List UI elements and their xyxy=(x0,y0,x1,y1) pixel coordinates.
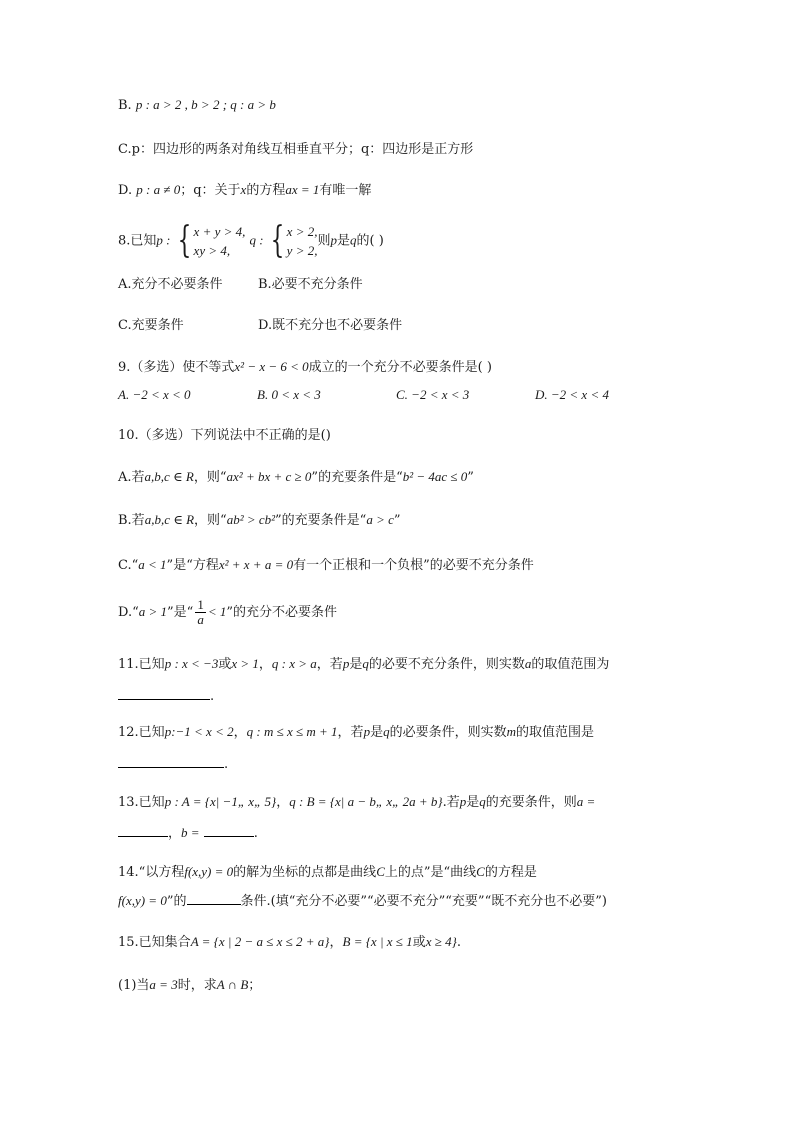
q9-options: A. −2 < x < 0 B. 0 < x < 3 C. −2 < x < 3 D. −2 < x < 4 xyxy=(118,387,609,402)
q14-stem: 14.“以方程f(x,y) = 0的解为坐标的点都是曲线C上的点”是“曲线C的方程是 xyxy=(118,864,537,880)
q14-continuation: f(x,y) = 0”的 条件.(填“充分不必要”“必要不充分”“充要”“既不充分也不必要”) xyxy=(118,890,607,912)
q8-options-row2: C.充要条件 D.既不充分也不必要条件 xyxy=(118,318,403,333)
q7-option-c: C.p：四边形的两条对角线互相垂直平分；q：四边形是正方形 xyxy=(118,142,474,157)
q10-stem: 10.（多选）下列说法中不正确的是() xyxy=(118,428,331,443)
q8-system-q: { x > 2, y > 2, xyxy=(270,220,318,261)
q11-answer-blank[interactable] xyxy=(118,685,210,700)
q12-answer-line: . xyxy=(118,753,228,775)
q8-options-row1: A.充分不必要条件 B.必要不充分条件 xyxy=(118,277,363,292)
q11-answer-line: . xyxy=(118,685,214,707)
q10-option-c: C.“a < 1”是“方程x² + x + a = 0有一个正根和一个负根”的必要不充分条件 xyxy=(118,557,534,573)
q13-stem: 13.已知p : A = {x| −1„ x„ 5}，q : B = {x| a − b„ x„ 2a + b}.若p是q的充要条件，则a = xyxy=(118,794,596,810)
q8-system-p: { x + y > 4, xy > 4, xyxy=(177,220,246,261)
q7-option-b: B. p : a > 2 , b > 2 ; q : a > b xyxy=(118,97,276,113)
q10-option-b: B.若a,b,c ∈ R，则“ab² > cb²”的充要条件是“a > c” xyxy=(118,512,401,528)
q11-stem: 11.已知p : x < −3或x > 1，q : x > a，若p是q的必要不充分条件，则实数a的取值范围为 xyxy=(118,656,610,672)
q10d-fraction: $\frac{1}{a}$ xyxy=(197,597,204,627)
q13-answer-blank-a[interactable] xyxy=(118,822,168,837)
q13-answer-line: ，b = . xyxy=(118,822,258,844)
q12-stem: 12.已知p:−1 < x < 2，q : m ≤ x ≤ m + 1，若p是q的必要条件，则实数m的取值范围是 xyxy=(118,724,594,740)
q14-answer-blank[interactable] xyxy=(187,890,241,905)
q15-part-1: (1)当a = 3时，求A ∩ B； xyxy=(118,977,262,993)
q9-stem: 9.（多选）使不等式x² − x − 6 < 0成立的一个充分不必要条件是( ) xyxy=(118,359,492,375)
q15-stem: 15.已知集合A = {x | 2 − a ≤ x ≤ 2 + a}，B = {x | x ≤ 1或x ≥ 4}. xyxy=(118,934,461,950)
q13-answer-blank-b[interactable] xyxy=(204,822,254,837)
q8-stem: 8.已知p : { x + y > 4, xy > 4, q : { x > 2, y > 2, 则p是q的( ) xyxy=(118,220,384,261)
q10-option-d: D.“a > 1”是“ $\frac{1}{a}$ < 1”的充分不必要条件 xyxy=(118,597,338,627)
q12-answer-blank[interactable] xyxy=(118,753,224,768)
q10-option-a: A.若a,b,c ∈ R，则“ax² + bx + c ≥ 0”的充要条件是“b² − 4ac ≤ 0” xyxy=(118,469,474,485)
q7-option-d: D. p : a ≠ 0；q：关于x的方程ax = 1有唯一解 xyxy=(118,182,372,198)
